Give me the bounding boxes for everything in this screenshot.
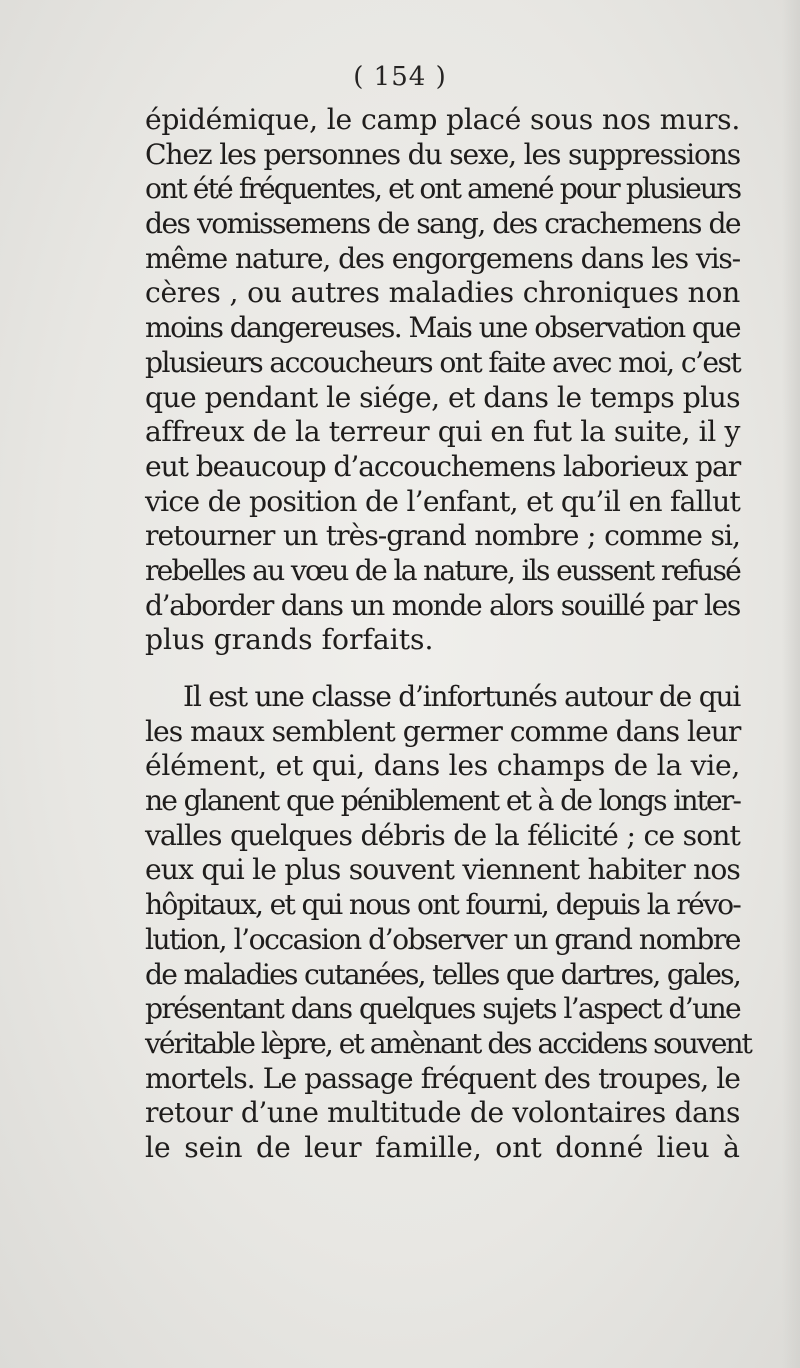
text-line: retourner un très-grand nombre ; comme si, [145, 519, 740, 553]
text-line: des vomissemens de sang, des crachemens de [145, 207, 740, 241]
text-line: véritable lèpre, et amènant des accidens souvent [145, 1026, 751, 1060]
text-line: ont été fréquentes, et ont amené pour plusieurs [145, 172, 741, 206]
text-line: eut beaucoup d’accouchemens laborieux par [145, 449, 741, 483]
text-line: élément, et qui, dans les champs de la vie, [145, 749, 740, 783]
text-line: de maladies cutanées, telles que dartres, gales, [145, 957, 740, 991]
text-line: valles quelques débris de la félicité ; ce sont [145, 818, 740, 852]
text-line: épidémique, le camp placé sous nos murs. [145, 103, 740, 136]
text-line: mortels. Le passage fréquent des troupes, le [145, 1061, 740, 1095]
text-line: moins dangereuses. Mais une observation que [145, 311, 740, 345]
text-line: le sein de leur famille, ont donné lieu à [145, 1130, 740, 1164]
text-line: plusieurs accoucheurs ont faite avec moi, c’est [145, 345, 741, 379]
text-line: que pendant le siége, et dans le temps plus [145, 380, 740, 414]
text-line: eux qui le plus souvent viennent habiter nos [145, 853, 740, 887]
text-line: ne glanent que péniblement et à de longs inter- [145, 784, 740, 818]
text-line: Il est une classe d’infortunés autour de qui [183, 680, 741, 713]
text-line: hôpitaux, et qui nous ont fourni, depuis la révo- [145, 888, 740, 922]
text-line: retour d’une multitude de volontaires dans [145, 1096, 740, 1130]
page-edge-shadow [782, 0, 800, 1368]
text-line: les maux semblent germer comme dans leur [145, 714, 741, 748]
text-line: affreux de la terreur qui en fut la suite, il y [145, 415, 740, 449]
text-line: plus grands forfaits. [145, 623, 434, 657]
text-line: cères , ou autres maladies chroniques non [145, 276, 740, 310]
text-line: lution, l’occasion d’observer un grand nombre [145, 922, 740, 956]
text-line: présentant dans quelques sujets l’aspect d’une [145, 992, 740, 1026]
body-text [145, 103, 751, 1166]
text-line: d’aborder dans un monde alors souillé par les [145, 588, 740, 622]
text-line: vice de position de l’enfant, et qu’il en fallut [145, 484, 740, 518]
paragraph-gap [145, 658, 740, 680]
text-line: Chez les personnes du sexe, les suppressions [145, 137, 740, 171]
page-number: ( 154 ) [353, 62, 447, 92]
text-line: même nature, des engorgemens dans les vis- [145, 241, 740, 275]
text-line: rebelles au vœu de la nature, ils eussent refusé [145, 553, 740, 587]
